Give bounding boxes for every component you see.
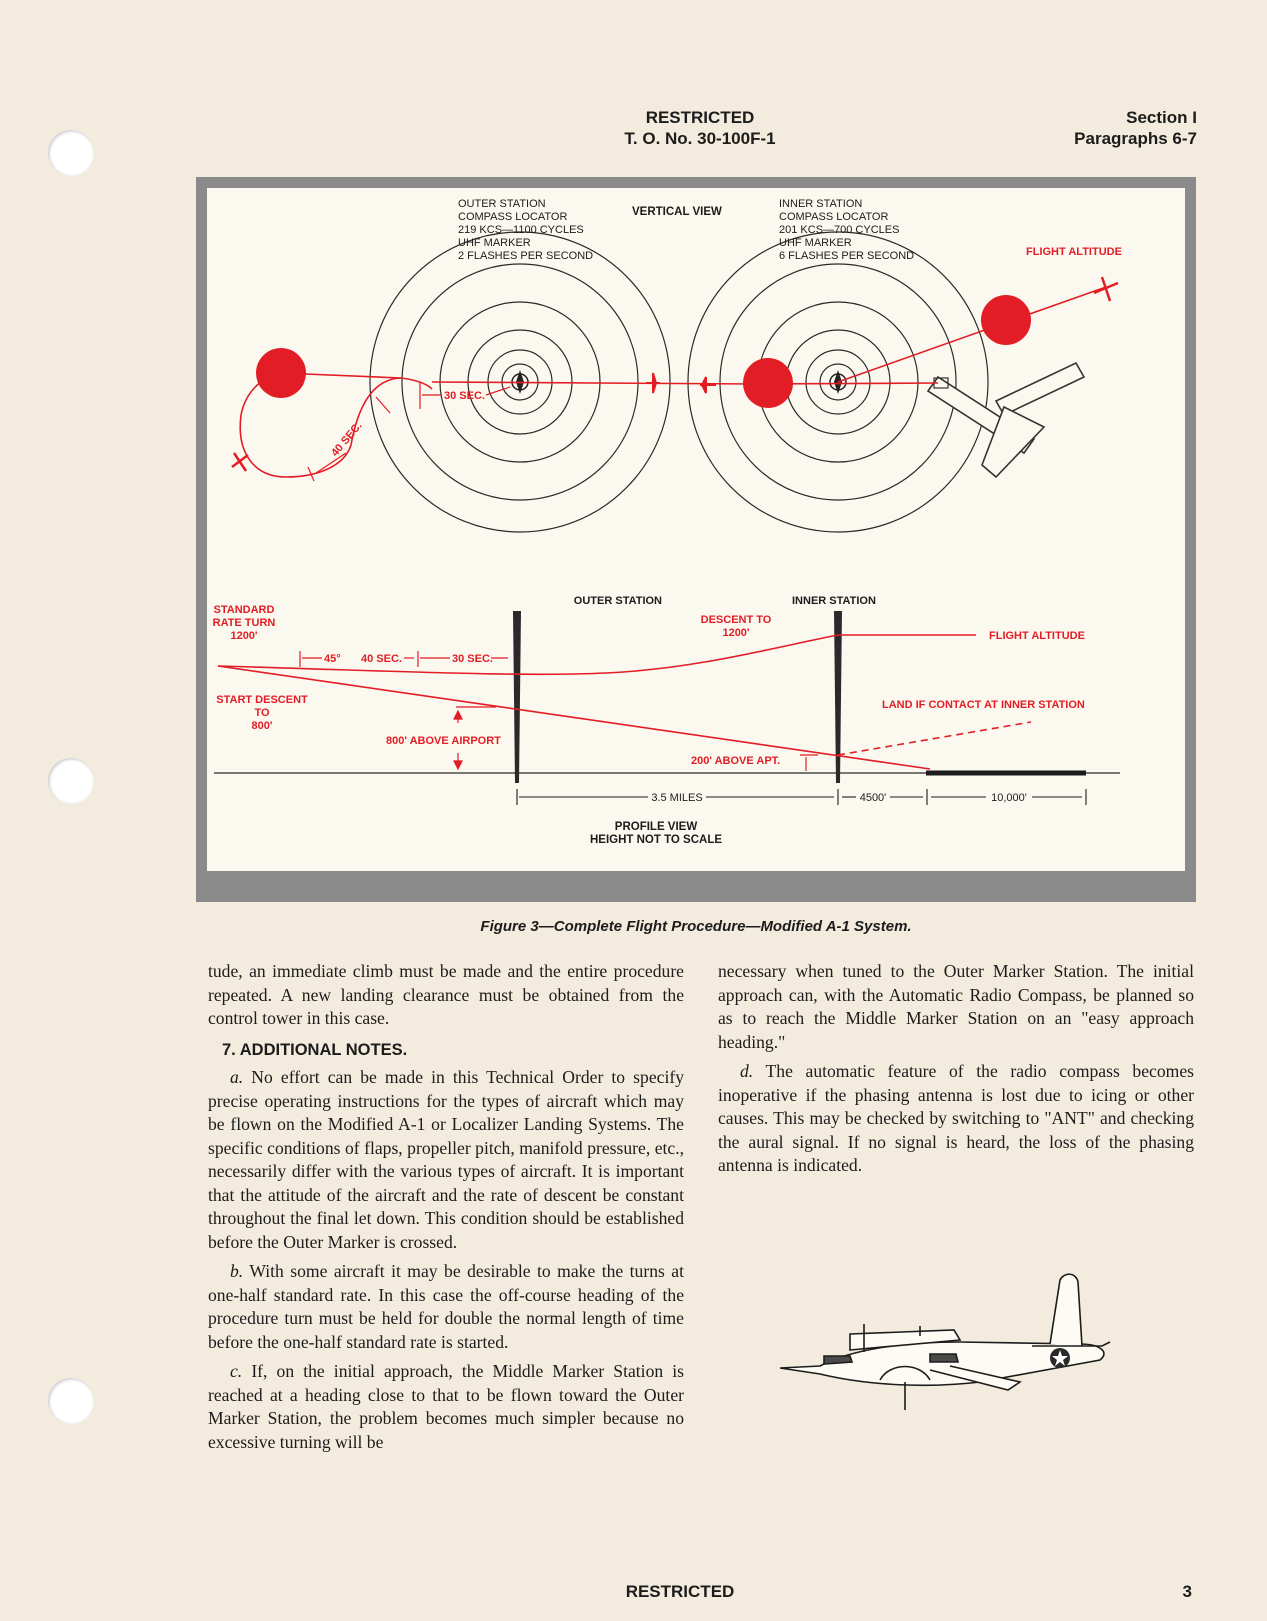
vertical-flight-altitude: FLIGHT ALTITUDE: [1026, 246, 1122, 258]
note-c: [208, 1360, 684, 1454]
inner-procedure-marker: [743, 358, 793, 408]
vertical-view-title: VERTICAL VIEW: [632, 206, 722, 218]
figure-panel: [207, 188, 1185, 871]
footer-classification: RESTRICTED: [625, 1582, 735, 1601]
page-header-center: [580, 107, 820, 149]
flight-procedure-figure: [196, 177, 1196, 902]
profile-timing-45: 45°: [324, 653, 341, 665]
note-a-text: No effort can be made in this Technical Order to specify precise operating instructions for the types of aircraft which may be flown on the Modified A-1 or Localizer Landing Systems. The specific conditions of flaps, propeller pitch, manifold pressure, etc., necessarily differ with the various types of aircraft. It is important that the attitude of the aircraft and the rate of descent be constant throughout the final let down. This condition should be established before the Outer Marker is crossed.: [208, 1067, 684, 1252]
svg-text:DESCENT TO: DESCENT TO: [700, 614, 772, 626]
land-if-contact: LAND IF CONTACT AT INNER STATION: [882, 699, 1085, 711]
bomber-aircraft-illustration: [780, 1270, 1140, 1420]
svg-text:2 FLASHES PER SECOND: 2 FLASHES PER SECOND: [458, 250, 594, 262]
svg-text:COMPASS LOCATOR: COMPASS LOCATOR: [779, 211, 889, 223]
page-number: 3: [1182, 1582, 1192, 1601]
note-b: [208, 1260, 684, 1354]
note-d-label: d.: [740, 1061, 754, 1081]
section-heading-additional-notes: 7. ADDITIONAL NOTES.: [222, 1040, 408, 1059]
header-order-number: T. O. No. 30-100F-1: [624, 129, 776, 148]
note-b-text: With some aircraft it may be desirable to make the turns at one-half standard rate. In this case the off-course heading of the procedure turn must be held for double the normal length of time before the one-half standard rate is started.: [208, 1261, 684, 1352]
svg-text:PROFILE VIEW: PROFILE VIEW: [614, 821, 698, 833]
svg-text:RATE TURN: RATE TURN: [212, 617, 276, 629]
note-b-label: b.: [230, 1261, 244, 1281]
profile-outer-station: OUTER STATION: [573, 595, 662, 607]
header-section: Section I: [1126, 108, 1197, 127]
svg-text:1200': 1200': [722, 627, 750, 639]
figure-caption: Figure 3—Complete Flight Procedure—Modified A-1 System.: [480, 918, 912, 935]
above-apt-200: 200' ABOVE APT.: [691, 755, 781, 767]
vertical-time-40: 40 SEC.: [329, 419, 365, 459]
distance-miles: 3.5 MILES: [651, 792, 703, 804]
svg-text:TO: TO: [254, 707, 270, 719]
svg-text:201 KCS—700 CYCLES: 201 KCS—700 CYCLES: [779, 224, 900, 236]
continuation-paragraph: tude, an immediate climb must be made and the entire procedure repeated. A new landing clearance must be obtained from the control tower in this case.: [208, 961, 684, 1028]
binder-hole-bottom: [48, 1378, 94, 1424]
flight-altitude-marker: [981, 295, 1031, 345]
profile-flight-altitude: FLIGHT ALTITUDE: [989, 630, 1085, 642]
binder-hole-middle: [48, 758, 94, 804]
svg-text:COMPASS LOCATOR: COMPASS LOCATOR: [458, 211, 568, 223]
profile-inner-station: INNER STATION: [792, 595, 876, 607]
svg-text:START DESCENT: START DESCENT: [216, 694, 308, 706]
binder-hole-top: [48, 130, 94, 176]
note-c-label: c.: [230, 1361, 243, 1381]
text-column-left: [208, 960, 684, 1460]
header-classification: RESTRICTED: [645, 108, 755, 127]
note-a: [208, 1066, 684, 1254]
profile-timing-30: 30 SEC.: [452, 653, 493, 665]
distance-4500: 4500': [859, 792, 887, 804]
note-d: [718, 1060, 1194, 1178]
svg-text:6 FLASHES PER SECOND: 6 FLASHES PER SECOND: [779, 250, 915, 262]
note-d-text: The automatic feature of the radio compass becomes inoperative if the phasing antenna is lost due to icing or other causes. This may be checked by switching to "ANT" and checking the aural signal. If no signal is heard, the loss of the phasing antenna is indicated.: [718, 1061, 1194, 1175]
note-a-label: a.: [230, 1067, 244, 1087]
header-paragraphs: Paragraphs 6-7: [1074, 129, 1197, 148]
page-header-right: [1074, 107, 1197, 149]
svg-text:INNER STATION: INNER STATION: [779, 198, 863, 210]
outer-procedure-marker: [256, 348, 306, 398]
text-column-right: [718, 960, 1194, 1184]
above-airport-800: 800' ABOVE AIRPORT: [386, 735, 501, 747]
svg-text:STANDARD: STANDARD: [213, 604, 275, 616]
distance-10000: 10,000': [991, 792, 1027, 804]
note-c-continuation: necessary when tuned to the Outer Marker Station. The initial approach can, with the Automatic Radio Compass, be planned so as to reach the Middle Marker Station on an "easy approach heading.": [718, 961, 1194, 1052]
svg-text:1200': 1200': [230, 630, 258, 642]
svg-text:HEIGHT NOT TO SCALE: HEIGHT NOT TO SCALE: [589, 834, 723, 846]
svg-text:219 KCS—1100 CYCLES: 219 KCS—1100 CYCLES: [458, 224, 584, 236]
svg-text:UHF MARKER: UHF MARKER: [458, 237, 531, 249]
vertical-time-30: 30 SEC.: [444, 390, 485, 402]
svg-text:OUTER STATION: OUTER STATION: [458, 198, 546, 210]
note-c-text: If, on the initial approach, the Middle Marker Station is reached at a heading close to that to be flown toward the Outer Marker Station, the problem becomes much simpler because no excessive turning will be: [208, 1361, 684, 1452]
svg-text:UHF MARKER: UHF MARKER: [779, 237, 852, 249]
profile-timing-40: 40 SEC.: [361, 653, 402, 665]
svg-text:800': 800': [251, 720, 273, 732]
